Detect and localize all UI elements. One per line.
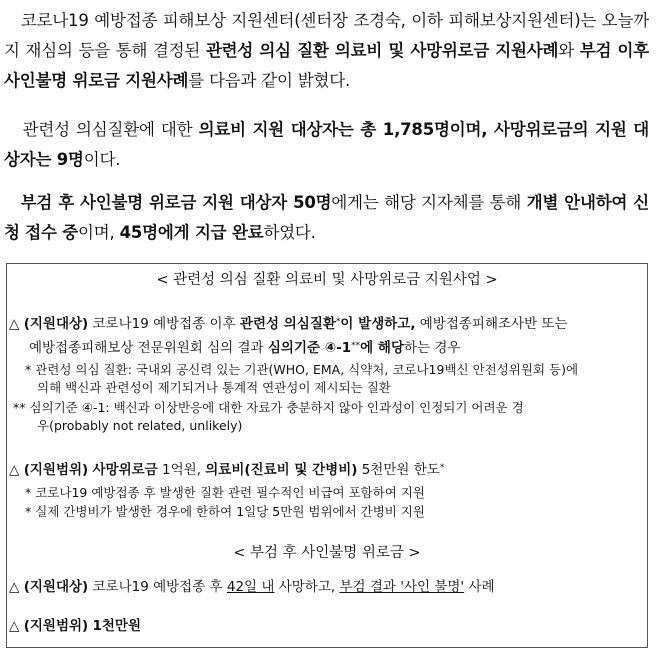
bold-text: 부검 후 사인불명 위로금 지원 대상자 50명 <box>20 193 332 212</box>
text: 와 <box>558 41 580 60</box>
note-line: 우(probably not related, unlikely) <box>37 418 243 433</box>
footnote-mark: * <box>439 463 445 473</box>
note-line: ** 심의기준 ④-1: 백신과 이상반응에 대한 자료가 충분하지 않아 인과성이 인정되기 어려운 경 <box>13 400 524 415</box>
text: 1억원, <box>157 462 206 478</box>
text: 하는 경우 <box>404 340 461 356</box>
bold-text: 부검 이후 사인불명 위로금 지원사례 <box>4 41 649 90</box>
section-title-medical: < 관련성 의심 질환 의료비 및 사망위로금 지원사업 > <box>156 272 498 288</box>
support-program-box <box>6 263 648 648</box>
bold-text: 이 발생하고, <box>340 316 416 332</box>
autopsy-paragraph <box>4 188 649 248</box>
bold-text: 1천만원 <box>92 618 142 634</box>
triangle-marker: △ <box>9 618 20 634</box>
label: (지원범위) <box>23 618 89 634</box>
underlined-text: 42일 내 <box>226 579 275 595</box>
text: 이다. <box>83 150 121 169</box>
autopsy-range-line <box>9 616 647 637</box>
triangle-marker: △ <box>9 579 20 595</box>
text: 에게는 해당 지자체를 통해 <box>331 193 527 212</box>
bold-text: 개별 안내하여 신청 접수 중 <box>4 193 649 242</box>
note-line: * 관련성 의심 질환: 국내외 공신력 있는 기관(WHO, EMA, 식약처, 코로나19백신 안전성위원회 등)에 <box>25 362 579 377</box>
text: 사례 <box>464 579 495 595</box>
triangle-marker: △ <box>9 316 20 332</box>
bold-text: 의료비 지원 대상자는 총 1,785명이며, 사망위로금의 지원 대상자는 9명 <box>4 120 650 169</box>
bold-text: 에 해당 <box>360 340 404 356</box>
underlined-text: 부검 결과 '사인 불명' <box>339 579 465 595</box>
text: 를 다음과 같이 밝혔다. <box>188 71 351 90</box>
note-line: * 실제 간병비가 발생한 경우에 한하여 1일당 5만원 범위에서 간병비 지원 <box>25 504 425 519</box>
support-range-line <box>9 460 647 481</box>
autopsy-target-line <box>9 577 647 598</box>
text: 코로나19 예방접종 피해보상 지원센터(센터장 조경숙, 이하 피해보상지원센터)는 오늘까지 재심의 등을 통해 결정된 <box>4 11 650 60</box>
text: 코로나19 예방접종 이후 <box>88 316 240 332</box>
medical-support-paragraph <box>4 115 649 175</box>
footnote-mark: * <box>335 317 341 327</box>
intro-paragraph <box>4 6 649 96</box>
bold-text: 사망위로금 <box>92 462 158 478</box>
section-title-autopsy: < 부검 후 사인불명 위로금 > <box>233 545 421 561</box>
text: 코로나19 예방접종 후 <box>88 579 227 595</box>
support-target-line <box>9 314 647 335</box>
label: (지원대상) <box>23 316 89 332</box>
bold-text: 관련성 의심질환 <box>239 316 336 332</box>
triangle-marker: △ <box>9 462 20 478</box>
text: 이며, <box>78 223 120 242</box>
text: 예방접종피해조사반 또는 <box>415 316 568 332</box>
text: 5천만원 한도 <box>357 462 440 478</box>
text: 사망하고, <box>274 579 340 595</box>
text: 예방접종피해보상 전문위원회 심의 결과 <box>29 340 268 356</box>
note-line: * 코로나19 예방접종 후 발생한 질환 관련 필수적인 비급여 포함하여 지원 <box>25 485 425 500</box>
footnote-mark: ** <box>351 341 361 351</box>
bold-text: 관련성 의심 질환 의료비 및 사망위로금 지원사례 <box>205 41 559 60</box>
support-target-line-2 <box>29 338 647 359</box>
note-line: 의해 백신과 관련성이 제기되거나 통계적 연관성이 제시되는 질환 <box>37 380 391 395</box>
bold-text: 심의기준 ④-1 <box>267 340 352 356</box>
label: (지원범위) <box>23 462 89 478</box>
text: 하였다. <box>263 223 316 242</box>
bold-text: 45명에게 지급 완료 <box>119 223 264 242</box>
label: (지원대상) <box>23 579 89 595</box>
bold-text: 의료비(진료비 및 간병비) <box>205 462 358 478</box>
text: 관련성 의심질환에 대한 <box>22 120 199 139</box>
